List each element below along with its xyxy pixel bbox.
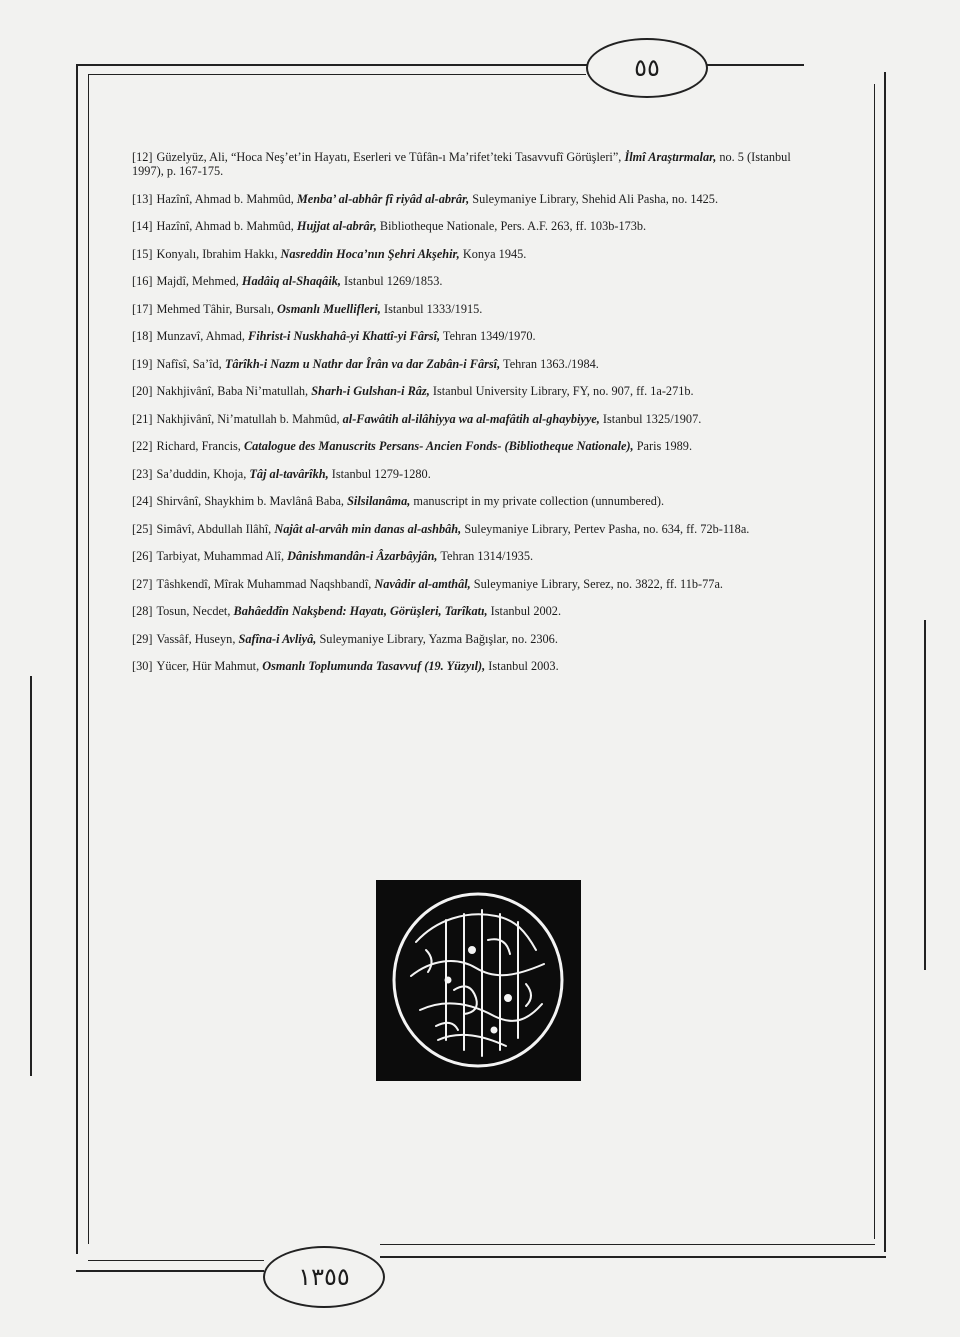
reference-title: İlmî Araştırmalar, xyxy=(624,150,717,164)
reference-details: Suleymaniye Library, Serez, no. 3822, ff. 11b-77a. xyxy=(473,576,723,591)
reference-number: [30] xyxy=(132,659,153,673)
frame-right-line-inner xyxy=(874,84,875,1239)
reference-number: [14] xyxy=(132,219,153,233)
reference-number: [12] xyxy=(132,150,153,164)
reference-author: Nakhjivânî, Ni’matullah b. Mahmûd, xyxy=(156,411,340,426)
reference-entry xyxy=(132,357,812,371)
reference-title: Osmanlı Muellifleri, xyxy=(277,301,381,316)
reference-author: Hazînî, Ahmad b. Mahmûd, xyxy=(156,191,294,206)
frame-bottom-right-line-inner xyxy=(380,1244,875,1245)
reference-entry xyxy=(132,329,812,343)
reference-author: Nakhjivânî, Baba Ni’matullah, xyxy=(156,384,309,398)
reference-author: Tarbiyat, Muhammad Alî, xyxy=(156,549,285,563)
reference-details: Suleymaniye Library, Yazma Bağışlar, no. 2306. xyxy=(319,631,558,646)
reference-author: Vassâf, Huseyn, xyxy=(156,631,236,646)
reference-entry xyxy=(132,522,812,536)
reference-details: Suleymaniye Library, Shehid Ali Pasha, no. 1425. xyxy=(472,191,719,206)
reference-author: Tâshkendî, Mîrak Muhammad Naqshbandî, xyxy=(156,576,372,591)
reference-list xyxy=(132,150,812,687)
reference-entry xyxy=(132,192,812,206)
reference-number: [29] xyxy=(132,631,153,646)
reference-author: Nafîsî, Sa’îd, xyxy=(156,356,222,371)
reference-entry xyxy=(132,659,812,673)
reference-details: Paris 1989. xyxy=(636,439,693,453)
reference-details: no. 5 (Istanbul 1997), p. 167-175. xyxy=(132,150,791,178)
reference-title: Târîkh-i Nazm u Nathr dar Îrân va dar Zabân-i Fârsî, xyxy=(224,356,501,371)
frame-right-mark xyxy=(924,620,926,970)
reference-author: Hazînî, Ahmad b. Mahmûd, xyxy=(156,219,294,233)
reference-entry xyxy=(132,604,812,618)
frame-bottom-line xyxy=(76,1270,264,1272)
reference-number: [23] xyxy=(132,466,153,481)
reference-number: [18] xyxy=(132,329,153,343)
reference-details: Suleymaniye Library, Pertev Pasha, no. 634, ff. 72b-118a. xyxy=(464,521,750,536)
frame-left-line xyxy=(76,64,78,1254)
reference-entry xyxy=(132,412,812,426)
reference-title: al-Fawâtih al-ilâhiyya wa al-mafâtih al-ghaybiyye, xyxy=(342,411,600,426)
reference-details: Istanbul 2002. xyxy=(490,604,562,618)
reference-title: Safîna-i Avliyâ, xyxy=(238,631,317,646)
reference-title: Silsilanâma, xyxy=(347,494,411,508)
frame-bottom-right-line xyxy=(380,1256,886,1258)
frame-left-mark xyxy=(30,676,32,1076)
reference-title: Hadâiq al-Shaqâik, xyxy=(241,274,341,288)
reference-number: [15] xyxy=(132,246,153,261)
reference-entry xyxy=(132,549,812,563)
reference-details: Tehran 1314/1935. xyxy=(440,549,534,563)
reference-details: Istanbul 2003. xyxy=(488,659,559,673)
reference-title: Sharh-i Gulshan-i Râz, xyxy=(311,384,430,398)
bottom-page-number xyxy=(263,1246,385,1308)
reference-author: Yücer, Hür Mahmut, xyxy=(156,659,260,673)
top-page-number-text: ٥٥ xyxy=(634,54,660,82)
reference-title: Fihrist-i Nuskhahâ-yi Khattî-yi Fârsî, xyxy=(248,329,441,343)
reference-title: Najât al-arvâh min danas al-ashbâh, xyxy=(274,521,462,536)
reference-title: Dânishmandân-i Âzarbâyjân, xyxy=(287,549,438,563)
reference-author: Tosun, Necdet, xyxy=(156,604,231,618)
reference-number: [16] xyxy=(132,274,153,288)
reference-details: Istanbul 1333/1915. xyxy=(383,301,483,316)
reference-number: [27] xyxy=(132,576,153,591)
reference-author: Munzavî, Ahmad, xyxy=(156,329,245,343)
top-page-number xyxy=(586,38,708,98)
frame-left-line-inner xyxy=(88,74,89,1244)
reference-title: Hujjat al-abrâr, xyxy=(296,219,377,233)
reference-number: [25] xyxy=(132,521,153,536)
reference-entry xyxy=(132,439,812,453)
reference-number: [20] xyxy=(132,384,153,398)
reference-title: Menba’ al-abhâr fî riyâd al-abrâr, xyxy=(296,191,470,206)
reference-details: Tehran 1363./1984. xyxy=(503,356,599,371)
reference-entry xyxy=(132,302,812,316)
reference-entry xyxy=(132,247,812,261)
reference-entry xyxy=(132,577,812,591)
reference-author: Simâvî, Abdullah Ilâhî, xyxy=(156,521,272,536)
calligraphic-seal-image xyxy=(376,880,581,1081)
frame-top-line xyxy=(76,64,588,66)
reference-author: Majdî, Mehmed, xyxy=(156,274,239,288)
reference-number: [26] xyxy=(132,549,153,563)
reference-details: Istanbul 1269/1853. xyxy=(344,274,443,288)
reference-details: manuscript in my private collection (unnumbered). xyxy=(413,494,665,508)
reference-number: [28] xyxy=(132,604,153,618)
reference-number: [19] xyxy=(132,356,153,371)
bottom-page-number-text: ١٣٥٥ xyxy=(298,1263,350,1291)
frame-right-line xyxy=(884,72,886,1252)
reference-author: Sa’duddin, Khoja, xyxy=(156,466,247,481)
reference-entry xyxy=(132,150,812,178)
reference-entry xyxy=(132,494,812,508)
reference-details: Tehran 1349/1970. xyxy=(442,329,536,343)
reference-details: Bibliotheque Nationale, Pers. A.F. 263, ff. 103b-173b. xyxy=(379,219,647,233)
reference-title: Nasreddin Hoca’nın Şehri Akşehir, xyxy=(280,246,460,261)
reference-author: Güzelyüz, Ali, “Hoca Neş’et’in Hayatı, Eserleri ve Tûfân-ı Ma’rifet’teki Tasavvufî Görüşleri”, xyxy=(156,150,622,164)
reference-author: Mehmed Tâhir, Bursalı, xyxy=(156,301,274,316)
reference-details: Istanbul University Library, FY, no. 907, ff. 1a-271b. xyxy=(432,384,694,398)
reference-details: Istanbul 1325/1907. xyxy=(602,411,702,426)
frame-top-line-inner xyxy=(88,74,586,75)
reference-author: Shirvânî, Shaykhim b. Mavlânâ Baba, xyxy=(156,494,344,508)
reference-number: [17] xyxy=(132,301,153,316)
reference-entry xyxy=(132,219,812,233)
reference-entry xyxy=(132,632,812,646)
frame-bottom-line-inner xyxy=(88,1260,264,1261)
reference-author: Richard, Francis, xyxy=(156,439,241,453)
reference-title: Tâj al-tavârîkh, xyxy=(249,466,329,481)
reference-entry xyxy=(132,467,812,481)
reference-title: Osmanlı Toplumunda Tasavvuf (19. Yüzyıl), xyxy=(262,659,486,673)
reference-details: Istanbul 1279-1280. xyxy=(331,466,431,481)
reference-title: Catalogue des Manuscrits Persans- Ancien Fonds- (Bibliotheque Nationale), xyxy=(243,439,634,453)
reference-number: [21] xyxy=(132,411,153,426)
reference-entry xyxy=(132,274,812,288)
reference-title: Bahâeddîn Nakşbend: Hayatı, Görüşleri, Tarîkatı, xyxy=(233,604,488,618)
frame-top-right-line xyxy=(704,64,804,66)
seal-calligraphy-graphic xyxy=(376,880,581,1081)
reference-number: [24] xyxy=(132,494,153,508)
reference-title: Navâdir al-amthâl, xyxy=(374,576,471,591)
reference-number: [22] xyxy=(132,439,153,453)
reference-details: Konya 1945. xyxy=(462,246,527,261)
reference-number: [13] xyxy=(132,191,153,206)
reference-author: Konyalı, Ibrahim Hakkı, xyxy=(156,246,278,261)
reference-entry xyxy=(132,384,812,398)
